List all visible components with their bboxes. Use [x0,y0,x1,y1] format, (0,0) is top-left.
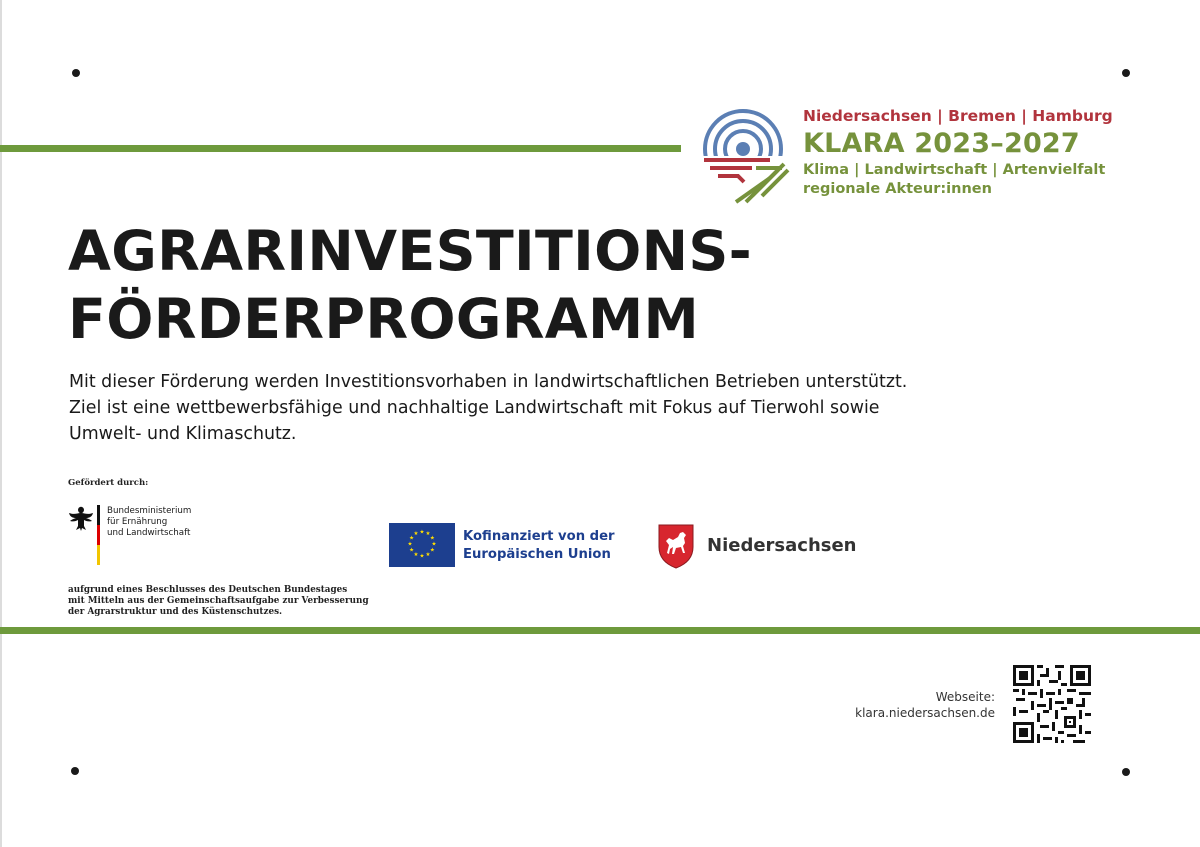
screw-hole-bottom-right [1122,768,1130,776]
svg-text:★: ★ [409,535,415,542]
bmel-line-2: für Ernährung [107,517,168,527]
german-flag-bar [97,505,100,565]
eu-cofinanced-label [463,528,615,564]
page-title-line-2: FÖRDERPROGRAMM [68,287,700,352]
federal-eagle-icon [68,504,94,532]
klara-brand [803,106,1123,199]
description-line-2: Ziel ist eine wettbewerbsfähige und nachhaltige Landwirtschaft mit Fokus auf Tierwohl sowie [69,398,880,418]
bundestag-note-line-1: aufgrund eines Beschlusses des Deutschen Bundestages [68,585,348,595]
bmel-line-3: und Landwirtschaft [107,528,191,538]
niedersachsen-label: Niedersachsen [707,535,857,556]
svg-text:★: ★ [425,552,431,558]
klara-regions: Niedersachsen | Bremen | Hamburg [803,107,1113,125]
svg-text:★: ★ [407,541,413,548]
svg-text:★: ★ [413,531,419,537]
page-title-line-1: AGRARINVESTITIONS- [68,219,752,284]
page-title [68,218,828,354]
eu-line-2: Europäischen Union [463,547,611,562]
klara-actors: regionale Akteur:innen [803,181,992,197]
bundestag-note-line-2: mit Mitteln aus der Gemeinschaftsaufgabe zur Verbesserung [68,596,369,606]
bmel-name [107,506,191,539]
klara-title: KLARA 2023–2027 [803,128,1080,159]
top-green-rule [0,145,681,152]
svg-text:★: ★ [413,552,419,558]
funded-by-label: Gefördert durch: [68,478,149,488]
svg-text:★: ★ [429,547,435,554]
bmel-line-1: Bundesministerium [107,506,192,516]
description-line-3: Umwelt- und Klimaschutz. [69,424,297,444]
description-line-1: Mit dieser Förderung werden Investitionsvorhaben in landwirtschaftlichen Betrieben unterstützt. [69,372,908,392]
screw-hole-bottom-left [71,767,79,775]
svg-text:★: ★ [429,535,435,542]
paper-edge [0,0,2,847]
klara-logo-icon [700,104,790,204]
program-description [69,369,1069,447]
qr-code-icon[interactable] [1013,665,1091,743]
svg-text:★: ★ [419,529,425,536]
klara-tagline: Klima | Landwirtschaft | Artenvielfalt [803,162,1106,178]
screw-hole-top-right [1122,69,1130,77]
bundestag-note-line-3: der Agrarstruktur und des Küstenschutzes. [68,607,283,617]
website-url[interactable]: klara.niedersachsen.de [855,706,995,720]
eu-flag-icon [389,523,455,567]
screw-hole-top-left [72,69,80,77]
svg-text:★: ★ [431,541,437,548]
bottom-green-rule [0,627,1200,634]
website-label: Webseite: [935,690,995,704]
eu-line-1: Kofinanziert von der [463,529,615,544]
svg-text:★: ★ [409,547,415,554]
bundestag-note [68,585,369,618]
svg-text:★: ★ [419,553,425,560]
svg-text:★: ★ [425,531,431,537]
lower-saxony-horse-crest-icon [657,523,695,569]
